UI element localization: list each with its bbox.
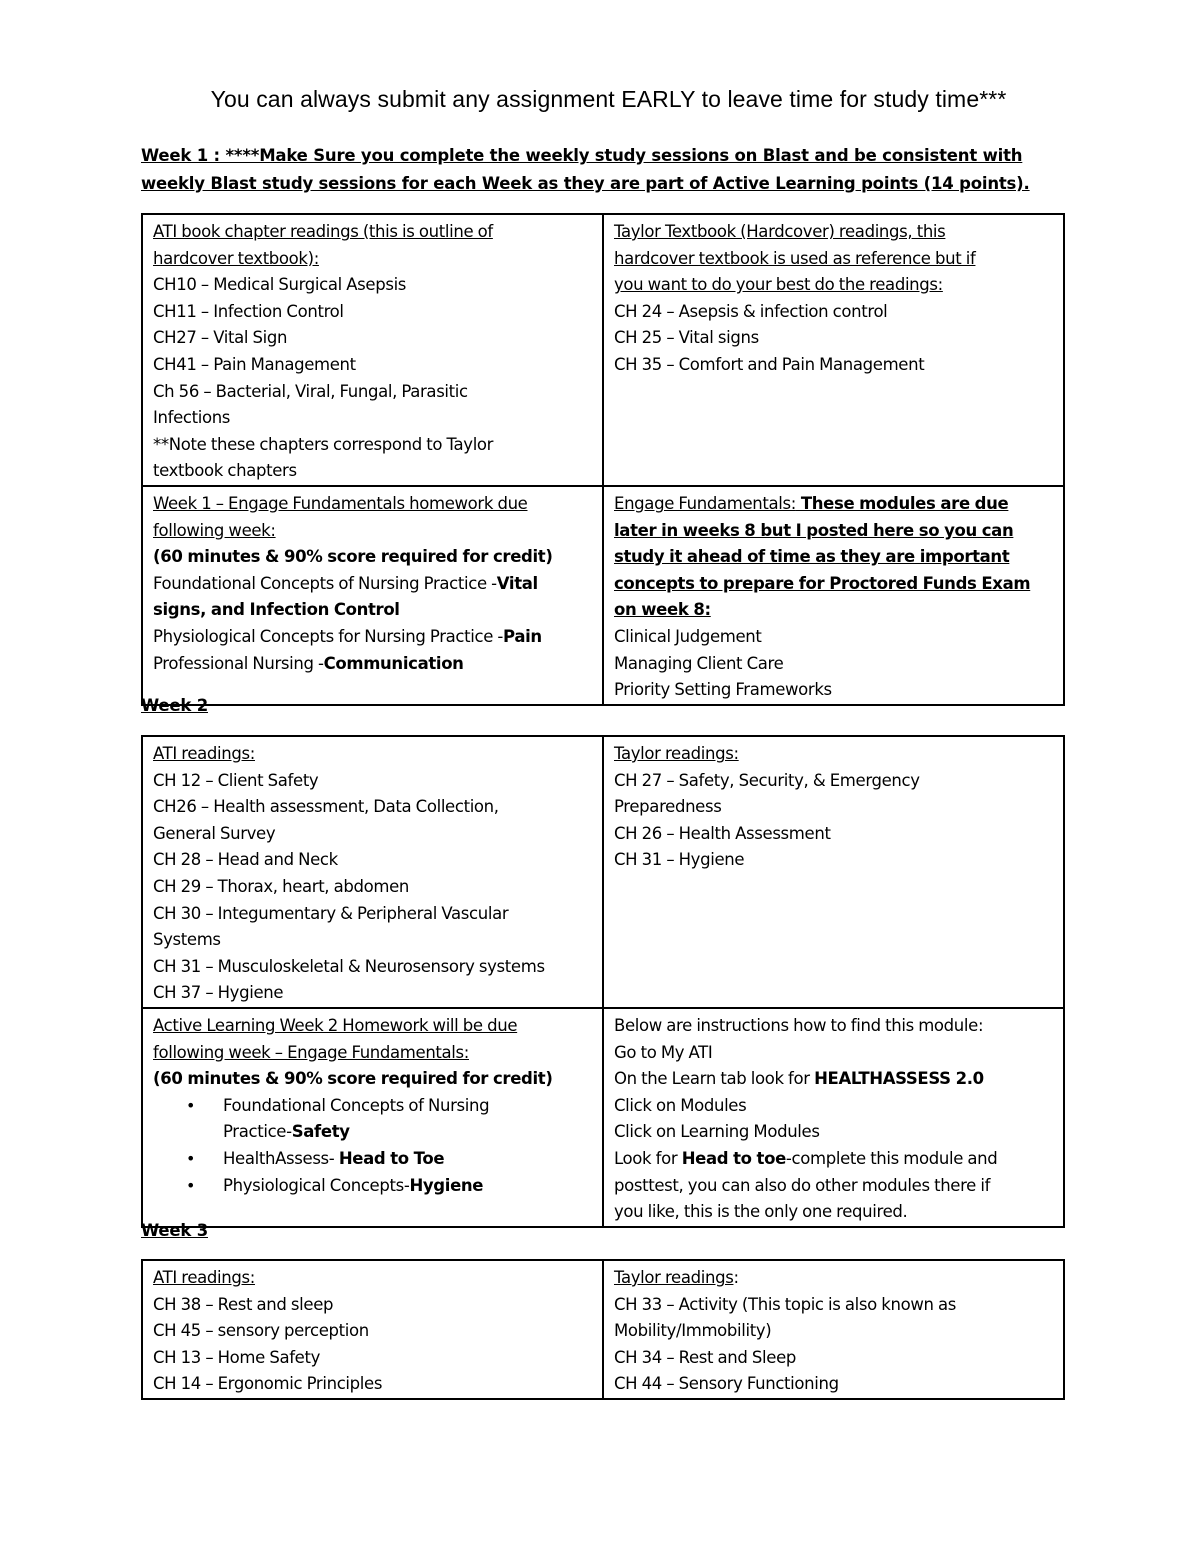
- list-item: Look for Head to toe-complete this module and: [614, 1148, 998, 1168]
- list-item: CH 29 – Thorax, heart, abdomen: [153, 876, 409, 896]
- list-item: CH27 – Vital Sign: [153, 328, 288, 348]
- week-2-taylor-readings-cell: [603, 736, 1064, 1008]
- list-item: CH 33 – Activity (This topic is also known as: [614, 1294, 957, 1314]
- week-3-table: [141, 1259, 1065, 1400]
- list-item: Clinical Judgement: [614, 626, 762, 646]
- list-item: CH 31 – Hygiene: [614, 850, 745, 870]
- list-item: CH 14 – Ergonomic Principles: [153, 1374, 383, 1394]
- list-item: CH 37 – Hygiene: [153, 983, 284, 1003]
- ati-readings-title: ATI book chapter readings (this is outline of: [153, 222, 493, 241]
- week-3-taylor-readings-cell: [603, 1260, 1064, 1399]
- taylor-readings-title: Taylor Textbook (Hardcover) readings, this: [614, 222, 946, 241]
- list-item: CH 38 – Rest and sleep: [153, 1294, 334, 1314]
- week-1-engage-fundamentals-cell: Engage Fundamentals: These modules are due later in weeks 8 but I posted here so you can study it ahead of time as they are important concepts to prepare for Proctored Funds Exam on week 8: Clinical Judgement Managing Client Care Priority Setting Frameworks: [603, 486, 1064, 705]
- list-item: CH41 – Pain Management: [153, 354, 356, 374]
- list-item: CH11 – Infection Control: [153, 301, 344, 321]
- list-item: • Physiological Concepts-Hygiene: [223, 1173, 594, 1200]
- instructions-intro: Below are instructions how to find this module:: [614, 1015, 984, 1035]
- ati-readings-title: ATI readings:: [153, 744, 255, 763]
- list-item: Click on Learning Modules: [614, 1122, 820, 1142]
- list-item: CH 27 – Safety, Security, & Emergency: [614, 770, 920, 790]
- week-1-table: [141, 213, 1065, 706]
- list-item: CH 13 – Home Safety: [153, 1347, 321, 1367]
- list-item: CH26 – Health assessment, Data Collection,: [153, 797, 499, 817]
- list-item: CH 31 – Musculoskeletal & Neurosensory systems: [153, 956, 545, 976]
- list-item: Systems: [153, 930, 221, 950]
- list-item: CH10 – Medical Surgical Asepsis: [153, 275, 407, 295]
- list-item: Infections: [153, 408, 231, 428]
- week-1-ati-readings-cell: ATI book chapter readings (this is outline of hardcover textbook): CH10 – Medical Surgical Asepsis CH11 – Infection Control CH27 – Vital Sign CH41 – Pain Management Ch 56 – Bacterial, Viral, Fungal, Parasitic Infections **Note these chapters correspond to Taylor textbook chapters: [142, 214, 603, 486]
- week-1-taylor-readings-cell: Taylor Textbook (Hardcover) readings, this hardcover textbook is used as reference but if you want to do your best do the readings: CH 24 – Asepsis & infection control CH 25 – Vital signs CH 35 – Comfort and Pain Management: [603, 214, 1064, 486]
- taylor-readings-title: Taylor readings:: [614, 1268, 739, 1287]
- list-item: Click on Modules: [614, 1095, 747, 1115]
- list-item: CH 12 – Client Safety: [153, 770, 319, 790]
- list-item: CH 44 – Sensory Functioning: [614, 1374, 839, 1394]
- week-2-heading: Week 2: [141, 696, 208, 715]
- list-item: signs, and Infection Control: [153, 600, 400, 620]
- list-item: Managing Client Care: [614, 653, 784, 673]
- week-2-module-instructions-cell: [603, 1008, 1064, 1227]
- credit-requirement: (60 minutes & 90% score required for credit): [153, 1069, 553, 1089]
- list-item: On the Learn tab look for HEALTHASSESS 2.0: [614, 1069, 984, 1089]
- week-2-ati-readings-cell: [142, 736, 603, 1008]
- list-item: CH 45 – sensory perception: [153, 1321, 369, 1341]
- list-item: you like, this is the only one required.: [614, 1202, 908, 1222]
- list-item: • Foundational Concepts of Nursing Practice-Safety: [223, 1093, 594, 1146]
- list-item: Priority Setting Frameworks: [614, 680, 832, 700]
- list-item: CH 26 – Health Assessment: [614, 823, 831, 843]
- homework-bullet-list: [153, 1093, 594, 1199]
- week-1-homework-cell: Week 1 – Engage Fundamentals homework due following week: (60 minutes & 90% score required for credit) Foundational Concepts of Nursing Practice -Vital signs, and Infection Control Physiological Concepts for Nursing Practice -Pain Professional Nursing -Communication: [142, 486, 603, 705]
- list-item: Foundational Concepts of Nursing Practice -Vital: [153, 573, 538, 593]
- ati-readings-title: ATI readings:: [153, 1268, 255, 1287]
- list-item: Physiological Concepts for Nursing Practice -Pain: [153, 626, 542, 646]
- list-item: Go to My ATI: [614, 1042, 713, 1062]
- list-item: textbook chapters: [153, 461, 297, 481]
- list-item: Preparedness: [614, 797, 722, 817]
- list-item: Ch 56 – Bacterial, Viral, Fungal, Parasitic: [153, 381, 468, 401]
- list-item: CH 28 – Head and Neck: [153, 850, 338, 870]
- list-item: posttest, you can also do other modules there if: [614, 1175, 991, 1195]
- list-item: CH 25 – Vital signs: [614, 328, 759, 348]
- week-3-ati-readings-cell: [142, 1260, 603, 1399]
- early-submission-notice: You can always submit any assignment EARLY to leave time for study time***: [210, 86, 1007, 112]
- taylor-readings-title: Taylor readings:: [614, 744, 739, 763]
- list-item: • HealthAssess- Head to Toe: [223, 1146, 594, 1173]
- week-3-heading: Week 3: [141, 1221, 208, 1240]
- credit-requirement: (60 minutes & 90% score required for credit): [153, 547, 553, 567]
- week-1-heading: Week 1 : ****Make Sure you complete the weekly study sessions on Blast and be consistent with weekly Blast study sessions for each Week as they are part of Active Learning points (14 points).: [141, 146, 1030, 193]
- homework-title: Active Learning Week 2 Homework will be due: [153, 1015, 518, 1035]
- list-item: Professional Nursing -Communication: [153, 653, 464, 673]
- list-item: CH 24 – Asepsis & infection control: [614, 301, 888, 321]
- list-item: CH 34 – Rest and Sleep: [614, 1347, 797, 1367]
- homework-title: Week 1 – Engage Fundamentals homework due: [153, 493, 528, 513]
- list-item: General Survey: [153, 823, 276, 843]
- engage-fundamentals-title: Engage Fundamentals: These modules are due: [614, 493, 1009, 513]
- week-2-homework-cell: Active Learning Week 2 Homework will be due following week – Engage Fundamentals: (60 minutes & 90% score required for credit) • Foundational Concepts of Nursing Practice-Safety • HealthAssess- Head to Toe • Physiological Concepts-Hygiene: [142, 1008, 603, 1227]
- week-2-table: [141, 735, 1065, 1228]
- list-item: **Note these chapters correspond to Taylor: [153, 434, 494, 454]
- list-item: CH 30 – Integumentary & Peripheral Vascular: [153, 903, 509, 923]
- list-item: Mobility/Immobility): [614, 1321, 772, 1341]
- list-item: CH 35 – Comfort and Pain Management: [614, 354, 925, 374]
